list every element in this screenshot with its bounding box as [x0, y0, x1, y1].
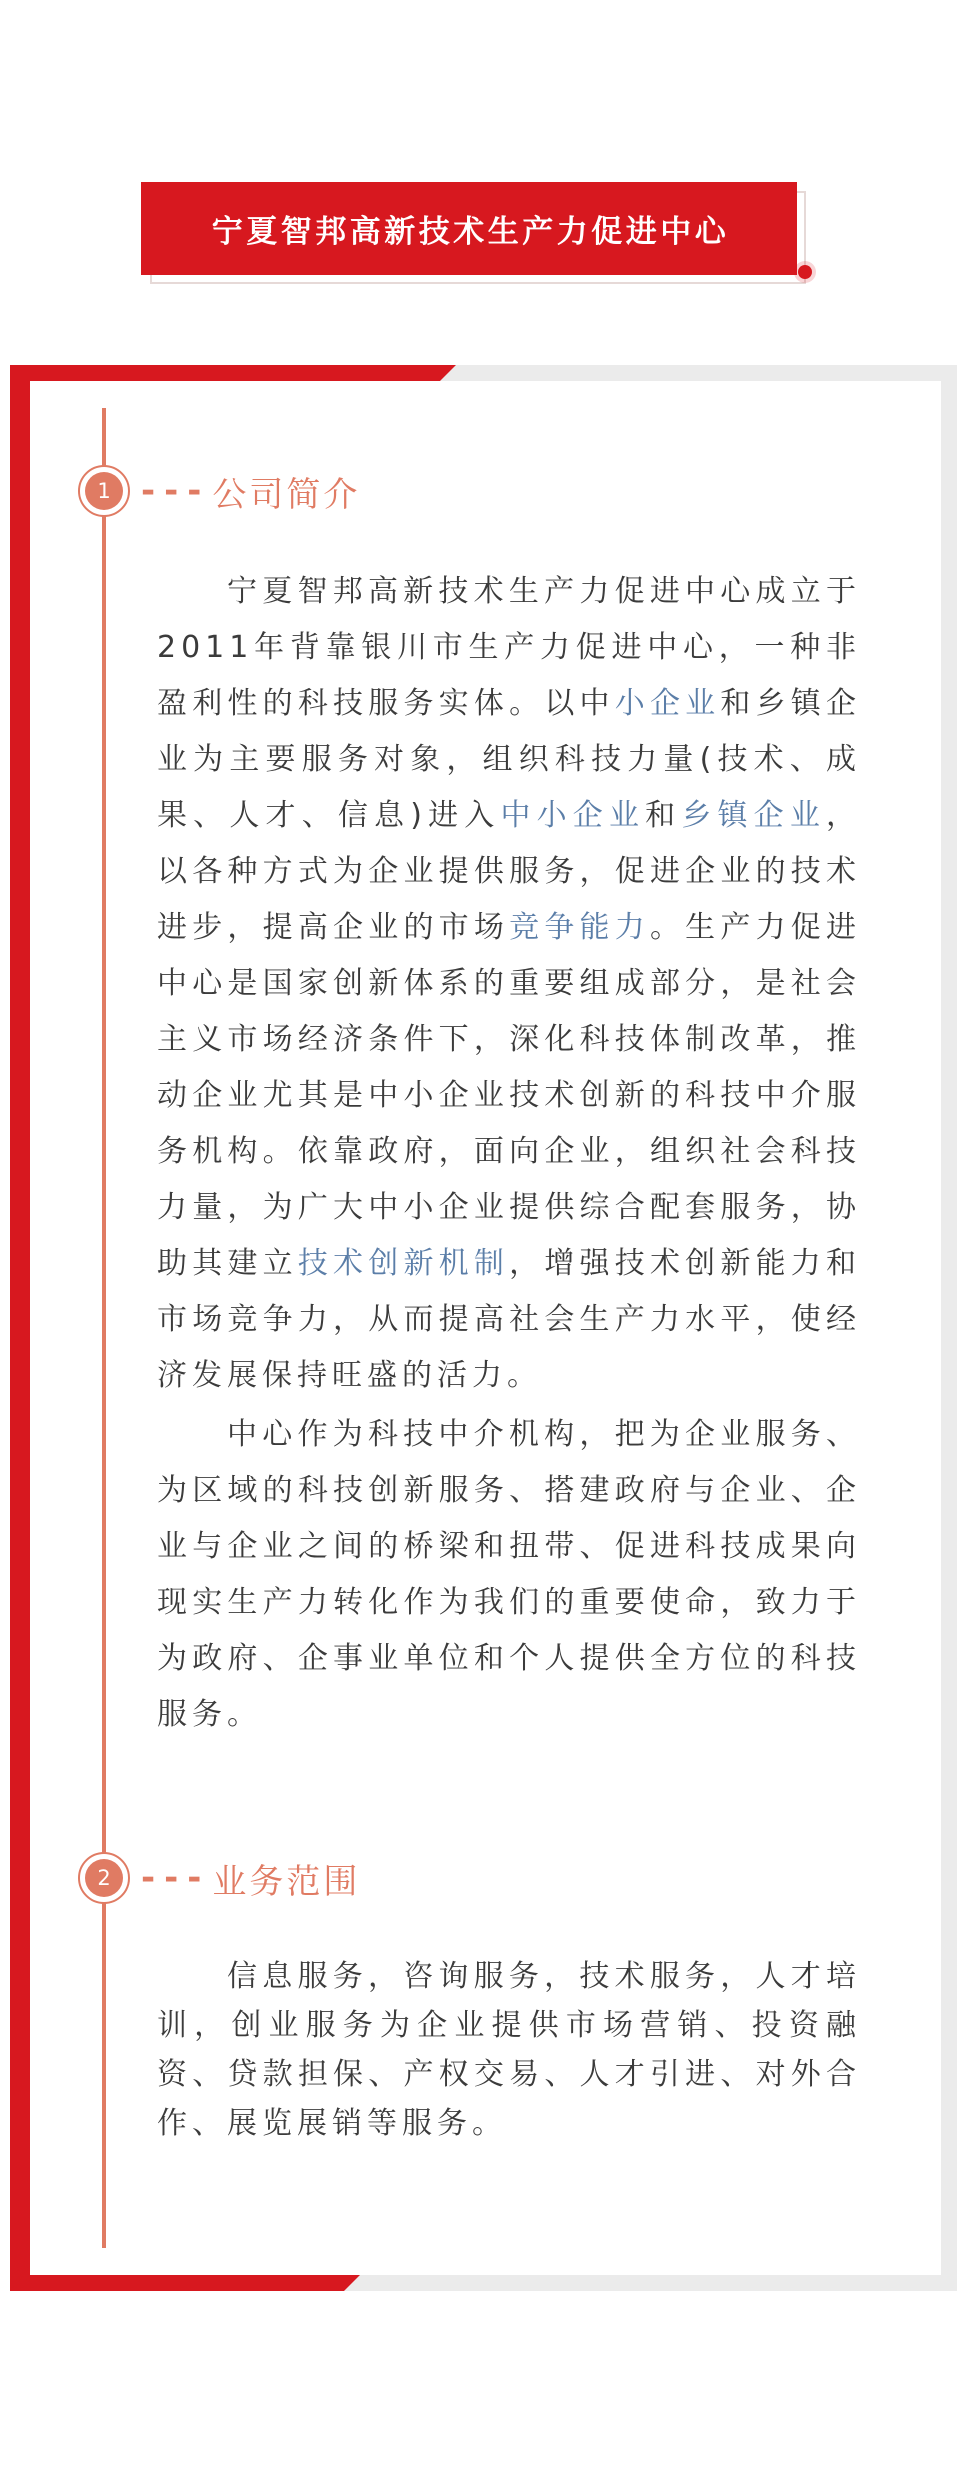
text-run: 信息服务，咨询服务，技术服务，人才培训，创业服务为企业提供市场营销、投资融资、贷款担保、产权交易、人才引进、对外合作、展览展销等服务。	[157, 1959, 861, 2141]
scope-paragraph-1	[157, 1952, 861, 2148]
card-border-bottom-grey	[344, 2275, 957, 2291]
card-border-top-grey	[440, 365, 957, 381]
timeline-line	[102, 408, 106, 2248]
intro-paragraph-2	[157, 1407, 861, 1743]
keyword-link-sme[interactable]: 中小企业	[500, 798, 646, 833]
title-banner	[141, 182, 797, 275]
keyword-link-competitiveness[interactable]: 竞争能力	[509, 910, 650, 945]
section-number-2: 2	[85, 1859, 123, 1897]
section-number-badge-1	[78, 465, 130, 517]
heading-connector-dashes: ---	[141, 1858, 211, 1898]
keyword-link-innovation-mechanism[interactable]: 技术创新机制	[297, 1246, 510, 1281]
text-run: 中心作为科技中介机构，把为企业服务、为区域的科技创新服务、搭建政府与企业、企业与企业之间的桥梁和扭带、促进科技成果向现实生产力转化作为我们的重要使命，致力于为政府、企事业单位和个人提供全方位的科技服务。	[157, 1417, 861, 1732]
text-run: 宁夏智邦高新技术生产力促进中心成立于2011年背靠银川市生产力促进中心，一种非盈利性的科技服务实体。以中	[157, 574, 861, 721]
heading-connector-dashes: ---	[141, 471, 211, 511]
card-border-left	[10, 365, 30, 2291]
keyword-link-township-enterprise[interactable]: 乡镇企业	[681, 798, 827, 833]
text-run: ，以各种方式为企业提供服务，促进企业的技术进步，提高企业的市场	[157, 798, 862, 945]
section-number-badge-2	[78, 1852, 130, 1904]
business-scope-body	[157, 1952, 861, 2148]
text-run: ，增强技术创新能力和市场竞争力，从而提高社会生产力水平，使经济发展保持旺盛的活力。	[157, 1246, 862, 1393]
text-run: 。生产力促进中心是国家创新体系的重要组成部分，是社会主义市场经济条件下，深化科技体制改革，推动企业尤其是中小企业技术创新的科技中介服务机构。依靠政府，面向企业，组织社会科技力量，为广大中小企业提供综合配套服务，协助其建立	[157, 910, 862, 1281]
intro-paragraph-1	[157, 564, 861, 1404]
card-border-top-red	[10, 365, 456, 381]
text-run: 和	[645, 798, 682, 833]
text-run: 和乡镇企业为主要服务对象，组织科技力量(技术、成果、人才、信息)进入	[157, 686, 862, 833]
company-intro-body	[157, 564, 861, 1743]
keyword-link-small-enterprise[interactable]: 小企业	[614, 686, 721, 721]
section-heading-company-intro	[141, 465, 360, 517]
card-border-right	[941, 365, 957, 2291]
section-heading-business-scope	[141, 1852, 360, 1904]
banner-dot-ornament	[798, 265, 812, 279]
section-title-business-scope: 业务范围	[212, 1861, 361, 1902]
section-title-company-intro: 公司简介	[212, 474, 361, 515]
section-number-1: 1	[85, 472, 123, 510]
content-card	[10, 365, 957, 2291]
page-title: 宁夏智邦高新技术生产力促进中心	[211, 214, 730, 250]
card-border-bottom-red	[10, 2275, 360, 2291]
